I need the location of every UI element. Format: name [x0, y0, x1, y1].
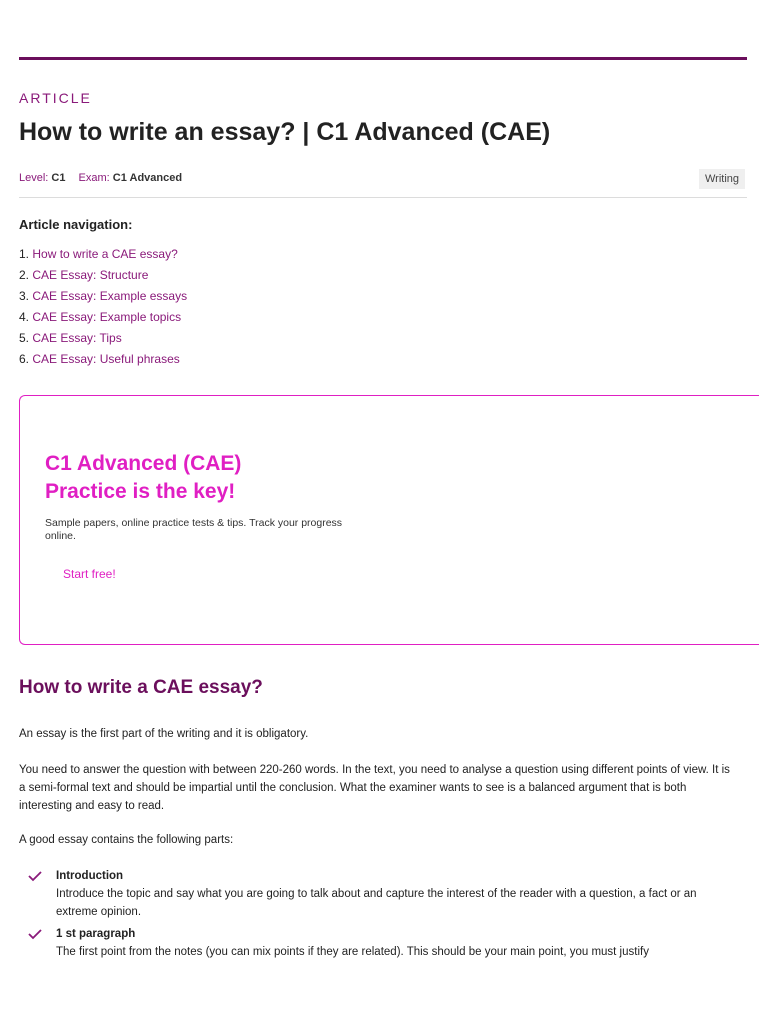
list-item: [28, 867, 728, 921]
part-description: The first point from the notes (you can mix points if they are related). This should be your main point, you must justify: [56, 946, 649, 958]
category-tag[interactable]: Writing: [699, 169, 745, 189]
page-title: How to write an essay? | C1 Advanced (CAE): [19, 118, 551, 146]
part-heading: Introduction: [56, 870, 124, 882]
part-heading: 1 st paragraph: [56, 928, 136, 940]
nav-number: 2.: [19, 268, 30, 282]
promo-title-line2: Practice is the key!: [45, 480, 236, 503]
top-divider: [19, 57, 747, 60]
nav-number: 6.: [19, 352, 30, 366]
nav-number: 1.: [19, 247, 30, 261]
promo-title-line1: C1 Advanced (CAE): [45, 452, 242, 475]
practice-promo-card: [19, 395, 759, 645]
nav-link-useful-phrases[interactable]: CAE Essay: Useful phrases: [32, 352, 180, 366]
article-meta: [19, 172, 192, 184]
essay-parts-list: [28, 867, 728, 965]
promo-title: [45, 450, 241, 506]
article-navigation: [19, 246, 187, 372]
nav-number: 4.: [19, 310, 30, 324]
nav-item: [19, 330, 187, 351]
article-navigation-title: Article navigation:: [19, 217, 133, 232]
start-free-button[interactable]: Start free!: [63, 567, 116, 581]
nav-item: [19, 246, 187, 267]
article-eyebrow: ARTICLE: [19, 90, 92, 106]
nav-link-example-essays[interactable]: CAE Essay: Example essays: [32, 289, 188, 303]
level-value: C1: [51, 172, 66, 184]
nav-item: [19, 351, 187, 372]
level-label: Level:: [19, 172, 49, 184]
nav-link-structure[interactable]: CAE Essay: Structure: [32, 268, 149, 282]
nav-link-how-to-write[interactable]: How to write a CAE essay?: [32, 247, 178, 261]
promo-text: Sample papers, online practice tests & tips. Track your progress online.: [45, 517, 343, 542]
nav-item: [19, 267, 187, 288]
nav-link-tips[interactable]: CAE Essay: Tips: [32, 331, 122, 345]
nav-item: [19, 309, 187, 330]
nav-link-example-topics[interactable]: CAE Essay: Example topics: [32, 310, 182, 324]
check-icon: [28, 928, 42, 940]
list-item: [28, 925, 728, 961]
exam-value: C1 Advanced: [112, 172, 183, 184]
nav-number: 3.: [19, 289, 30, 303]
paragraph-requirements: You need to answer the question with between 220-260 words. In the text, you need to analyse a question using different points of view. It is a semi-formal text and should be impartial until the conclusion. What the examiner wants to see is a balanced argument that is both interesting and easy to read.: [19, 764, 730, 812]
paragraph-parts-lead: A good essay contains the following parts:: [19, 834, 234, 846]
section-title: How to write a CAE essay?: [19, 677, 263, 698]
paragraph-intro: An essay is the first part of the writing and it is obligatory.: [19, 728, 309, 740]
check-icon: [28, 870, 42, 882]
meta-divider: [19, 197, 747, 198]
exam-label: Exam:: [78, 172, 110, 184]
part-description: Introduce the topic and say what you are going to talk about and capture the interest of the reader with a question, a fact or an extreme opinion.: [56, 888, 697, 918]
nav-number: 5.: [19, 331, 30, 345]
nav-item: [19, 288, 187, 309]
